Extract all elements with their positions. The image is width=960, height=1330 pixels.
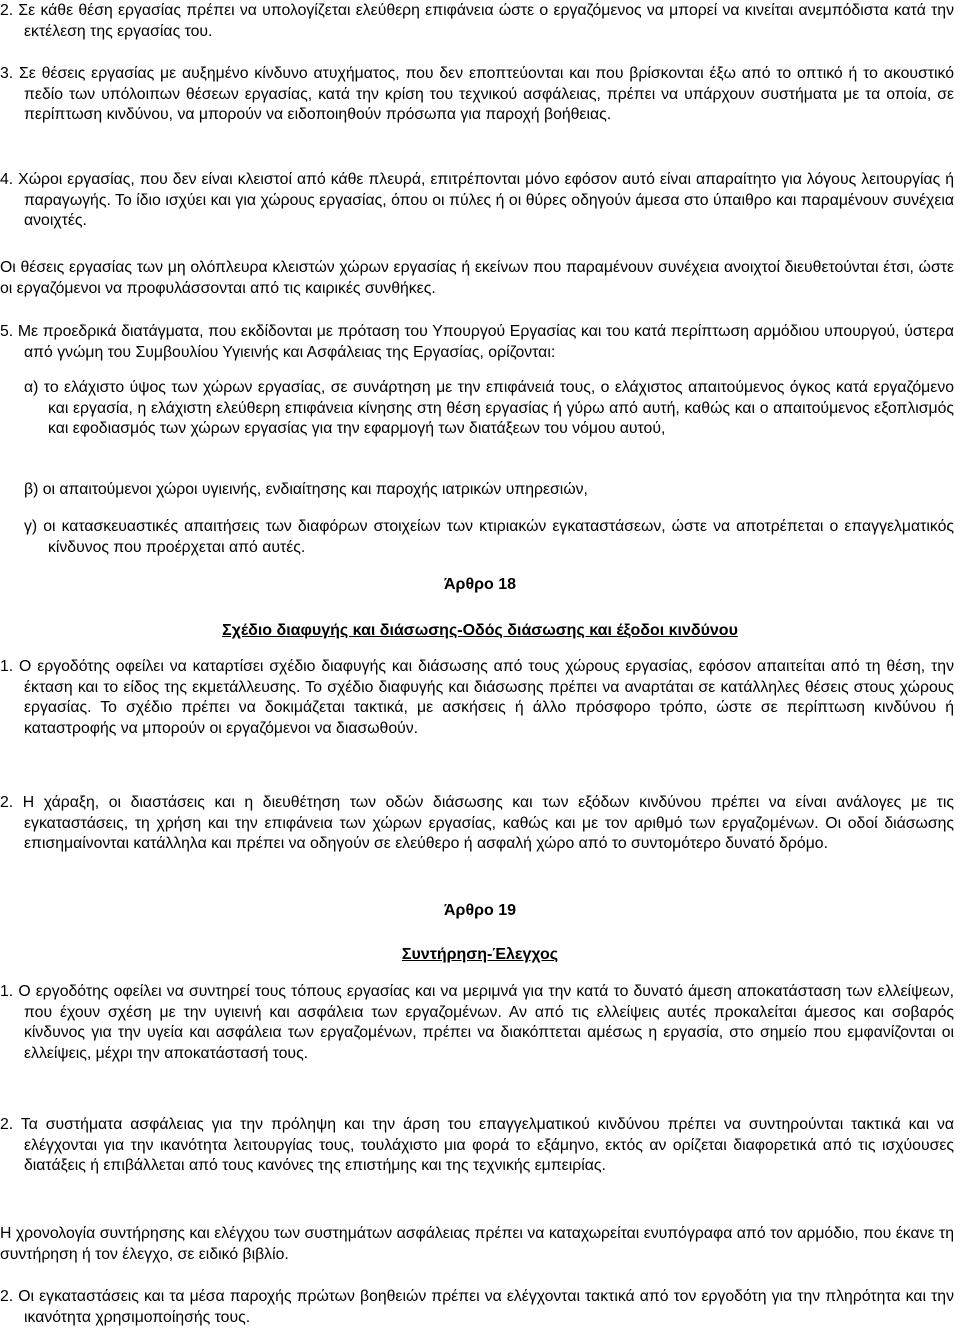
article-18-paragraph-2: 2. Η χάραξη, οι διαστάσεις και η διευθέτηση των οδών διάσωσης και των εξόδων κινδύνου πρέπει να είναι ανάλογες με τις εγκαταστάσεις, τη χρήση και την επιφάνεια των χώρων εργασίας, καθώς και με τον αριθμό των εργαζομένων. Οι οδοί διάσωσης επισημαίνονται κατάλληλα και πρέπει να οδηγούν σε ελεύθερο ή ασφαλή χώρο από το συντομότερο δυνατό δρόμο.	[0, 794, 954, 852]
article-19-paragraph-2: 2. Τα συστήματα ασφάλειας για την πρόληψη και την άρση του επαγγελματικού κινδύνου πρέπει να συντηρούνται τακτικά και να ελέγχονται για την ικανότητα λειτουργίας τους, τουλάχιστο μια φορά το εξάμηνο, εκτός αν ορίζεται διαφορετικά από τις ισχύουσες διατάξεις ή επιβάλλεται από τους κανόνες της επιστήμης και της τεχνικής εμπειρίας.	[0, 1116, 954, 1174]
paragraph-4-open-spaces: 4. Χώροι εργασίας, που δεν είναι κλειστοί από κάθε πλευρά, επιτρέπονται μόνο εφόσον αυτό είναι απαραίτητο για λόγους λειτουργίας ή παραγωγής. Το ίδιο ισχύει και για χώρους εργασίας, όπου οι πύλες ή οι θύρες οδηγούν άμεσα στο ύπαιθρο και παραμένουν συνέχεια ανοιχτές.	[0, 171, 954, 229]
list-item-b: β) οι απαιτούμενοι χώροι υγιεινής, ενδιαίτησης και παροχής ιατρικών υπηρεσιών,	[24, 481, 588, 498]
article-18-paragraph-1: 1. Ο εργοδότης οφείλει να καταρτίσει σχέδιο διαφυγής και διάσωσης από τους χώρους εργασίας, εφόσον απαιτείται από τη θέση, την έκταση και το είδος της εκμετάλλευσης. Το σχέδιο διαφυγής και διάσωσης πρέπει να αναρτάται σε κατάλληλες θέσεις στους χώρους εργασίας. Το σχέδιο πρέπει να δοκιμάζεται τακτικά, με ασκήσεις ή άλλο πρόσφορο τρόπο, ώστε σε περίπτωση κινδύνου ή καταστροφής να μπορούν οι εργαζόμενοι να διασωθούν.	[0, 658, 954, 737]
article-18-heading: Άρθρο 18	[443, 576, 516, 593]
paragraph-weather-protection: Οι θέσεις εργασίας των μη ολόπλευρα κλειστών χώρων εργασίας ή εκείνων που παραμένουν συνέχεια ανοιχτοί διευθετούνται έτσι, ώστε οι εργαζόμενοι να προφυλάσσονται από τις καιρικές συνθήκες.	[0, 259, 954, 297]
article-19-heading: Άρθρο 19	[443, 902, 516, 919]
list-item-c: γ) οι κατασκευαστικές απαιτήσεις των διαφόρων στοιχείων των κτιριακών εγκαταστάσεων, ώστε να αποτρέπεται ο επαγγελματικός κίνδυνος που προέρχεται από αυτές.	[24, 518, 954, 556]
paragraph-first-aid: 2. Οι εγκαταστάσεις και τα μέσα παροχής πρώτων βοηθειών πρέπει να ελέγχονται τακτικά από τον εργοδότη για την πληρότητα και την ικανότητα χρησιμοποίησής τους.	[0, 1288, 954, 1326]
article-18-title-text: Σχέδιο διαφυγής και διάσωσης-Οδός διάσωσης και έξοδοι κινδύνου	[222, 622, 738, 639]
paragraph-3-alarm-systems: 3. Σε θέσεις εργασίας με αυξημένο κίνδυνο ατυχήματος, που δεν εποπτεύονται και που βρίσκονται έξω από το οπτικό ή το ακουστικό πεδίο των υπόλοιπων θέσεων εργασίας, κατά την κρίση του τεχνικού ασφάλειας, πρέπει να υπάρχουν συστήματα με τα οποία, σε περίπτωση κινδύνου, να μπορούν να ειδοποιηθούν πρόσωπα για παροχή βοήθειας.	[0, 65, 954, 123]
paragraph-maintenance-log: Η χρονολογία συντήρησης και ελέγχου των συστημάτων ασφάλειας πρέπει να καταχωρείται ενυπόγραφα από τον αρμόδιο, που έκανε τη συντήρηση ή τον έλεγχο, σε ειδικό βιβλίο.	[0, 1225, 954, 1263]
article-19-paragraph-1: 1. Ο εργοδότης οφείλει να συντηρεί τους τόπους εργασίας και να μεριμνά για την κατά το δυνατό άμεση αποκατάσταση των ελλείψεων, που έχουν σχέση με την υγιεινή και ασφάλεια των εργαζομένων. Αν από τις ελλείψεις αυτές προκαλείται άμεσος και σοβαρός κίνδυνος για την υγεία και ασφάλεια των εργαζομένων, πρέπει να διακόπτεται αμέσως η εργασία, στο σημείο που εμφανίζονται οι ελλείψεις, μέχρι την αποκατάστασή τους.	[0, 983, 954, 1062]
paragraph-2-free-space: 2. Σε κάθε θέση εργασίας πρέπει να υπολογίζεται ελεύθερη επιφάνεια ώστε ο εργαζόμενος να μπορεί να κινείται ανεμπόδιστα κατά την εκτέλεση της εργασίας του.	[0, 2, 954, 40]
article-18-title	[0, 621, 960, 642]
paragraph-5-presidential-decrees: 5. Με προεδρικά διατάγματα, που εκδίδονται με πρόταση του Υπουργού Εργασίας και του κατά περίπτωση αρμόδιου υπουργού, ύστερα από γνώμη του Συμβουλίου Υγιεινής και Ασφάλειας της Εργασίας, ορίζονται:	[0, 323, 954, 361]
article-19-title-text: Συντήρηση-Έλεγχος	[401, 946, 559, 963]
list-item-a: α) το ελάχιστο ύψος των χώρων εργασίας, σε συνάρτηση με την επιφάνειά τους, ο ελάχιστος απαιτούμενος όγκος κατά εργαζόμενο και εργασία, η ελάχιστη ελεύθερη επιφάνεια κίνησης στη θέση εργασίας ή γύρω από αυτή, καθώς και ο απαιτούμενος εξοπλισμός και εφοδιασμός των χώρων εργασίας για την εφαρμογή των διατάξεων του νόμου αυτού,	[24, 379, 954, 437]
article-19-title	[0, 945, 960, 966]
